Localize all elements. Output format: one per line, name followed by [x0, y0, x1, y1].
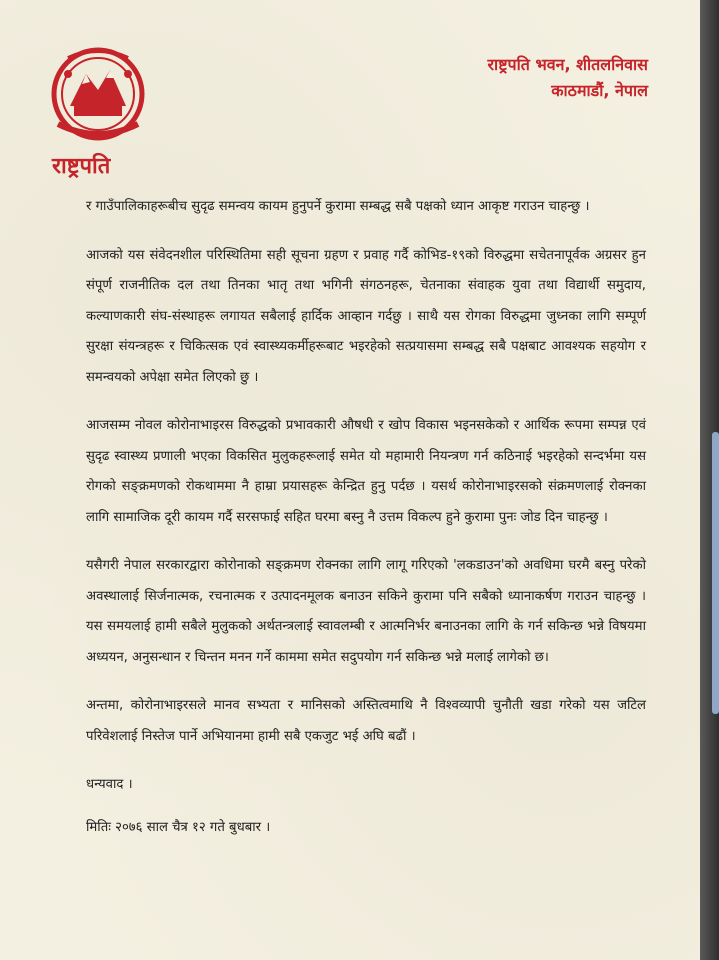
nepal-emblem-icon [48, 44, 148, 146]
paragraph-3: आजसम्म नोवल कोरोनाभाइरस विरुद्धको प्रभावकारी औषधी र खोप विकास भइनसकेको र आर्थिक रूपमा सम्पन्न एवं सुदृढ स्वास्थ्य प्रणाली भएका विकसित मुलुकहरूलाई समेत यो महामारी नियन्त्रण गर्न कठिनाई भइरहेको सन्दर्भमा यस रोगको सङ्क्रमणको रोकथाममा नै हाम्रा प्रयासहरू केन्द्रित हुनु पर्दछ । यसर्थ कोरोनाभाइरसको संक्रमणलाई रोक्नका लागि सामाजिक दूरी कायम गर्दै सरसफाई सहित घरमा बस्नु नै उत्तम विकल्प हुने कुरामा पुनः जोड दिन चाहन्छु । [86, 418, 647, 525]
address-line-1: राष्ट्रपति भवन, शीतलनिवास [487, 55, 648, 74]
scrollbar-thumb[interactable] [712, 432, 719, 714]
letter-title: राष्ट्रपति [52, 154, 111, 179]
paragraph-4: यसैगरी नेपाल सरकारद्वारा कोरोनाको सङ्क्रमण रोक्नका लागि लागू गरिएको 'लकडाउन'को अवधिमा घरमै बस्नु परेको अवस्थालाई सिर्जनात्मक, रचनात्मक र उत्पादनमूलक बनाउन सकिने कुरामा पनि सबैको ध्यानाकर्षण गराउन चाहन्छु । यस समयलाई हामी सबैले मुलुकको अर्थतन्त्रलाई स्वावलम्बी र आत्मनिर्भर बनाउनका लागि के गर्न सकिन्छ भन्ने विषयमा अध्ययन, अनुसन्धान र चिन्तन मनन गर्ने काममा समेत सदुपयोग गर्न सकिन्छ भन्ने मलाई लागेको छ। [86, 558, 646, 665]
date-line: मितिः २०७६ साल चैत्र १२ गते बुधबार । [86, 819, 271, 835]
paragraph-1: र गाउँपालिकाहरूबीच सुदृढ समन्वय कायम हुनुपर्ने कुरामा सम्बद्ध सबै पक्षको ध्यान आकृष्ट गराउन चाहन्छु । [86, 199, 590, 214]
paragraph-5: अन्तमा, कोरोनाभाइरसले मानव सभ्यता र मानिसको अस्तित्वमाथि नै विश्वव्यापी चुनौती खडा गरेको यस जटिल परिवेशलाई निस्तेज पार्ने अभियानमा हामी सबै एकजुट भई अघि बढौं । [86, 698, 646, 744]
letter-body [86, 192, 646, 855]
letterhead-address [488, 52, 649, 104]
closing-thanks: धन्यवाद । [86, 777, 133, 792]
paragraph-2: आजको यस संवेदनशील परिस्थितिमा सही सूचना ग्रहण र प्रवाह गर्दै कोभिड-१९को विरुद्धमा सचेतनापूर्वक अग्रसर हुन संपूर्ण राजनीतिक दल तथा तिनका भातृ तथा भगिनी संगठनहरू, चेतनाका संवाहक युवा तथा विद्यार्थी समुदाय, कल्याणकारी संघ-संस्थाहरू लगायत सबैलाई हार्दिक आव्हान गर्दछु । साथै यस रोगका विरुद्धमा जुध्नका लागि सम्पूर्ण सुरक्षा संयन्त्रहरू र चिकित्सक एवं स्वास्थ्यकर्मीहरूबाट भइरहेको सत्प्रयासमा सम्बद्ध सबै पक्षबाट आवश्यक सहयोग र समन्वयको अपेक्षा समेत लिएको छु । [86, 247, 646, 385]
address-line-2: काठमाडौं, नेपाल [551, 81, 648, 100]
